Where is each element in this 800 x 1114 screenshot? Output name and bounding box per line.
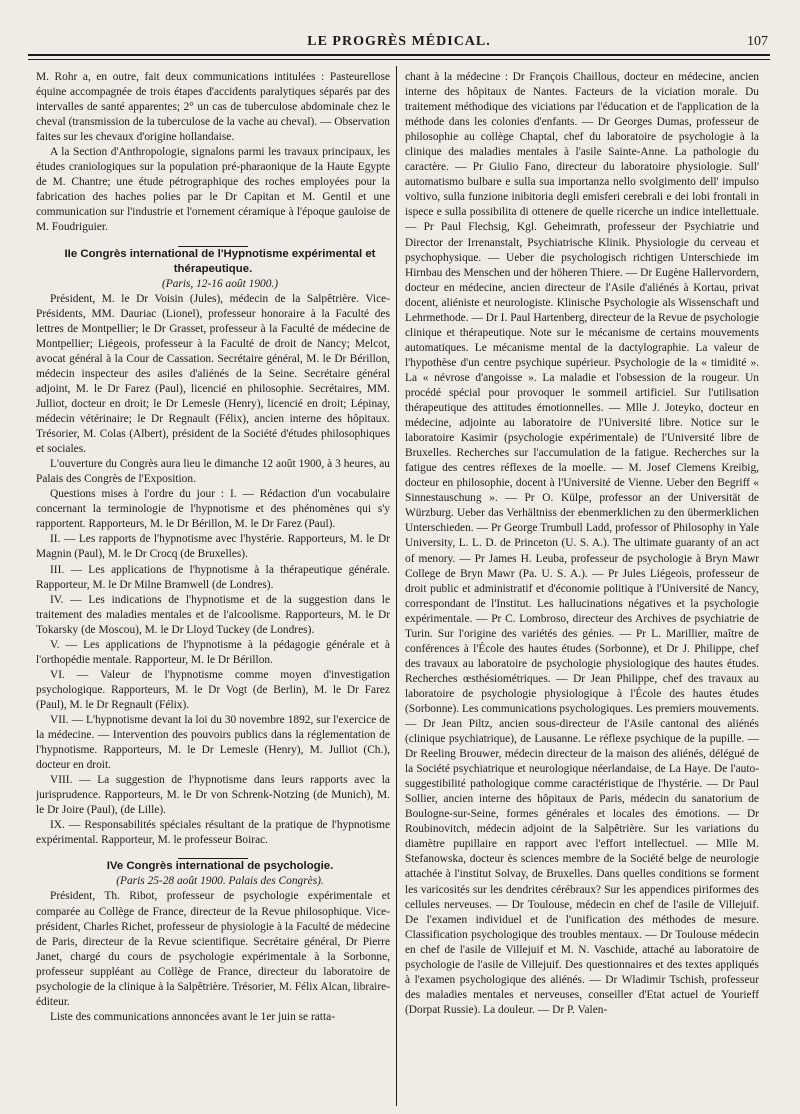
question-item: III. — Les applications de l'hypnotisme à la thérapeutique générale. Rapporteur, M. le Dr Milne Bramwell (de Londres). [36, 563, 390, 591]
question-item: VIII. — La suggestion de l'hypnotisme dans leurs rapports avec la jurisprudence. Rapporteurs, M. le Dr von Schrenk-Notzing (de Munich), M. le Dr Joire (Paul), (de Lille). [36, 774, 390, 817]
paragraph-liste: Liste des communications annoncées avant le 1er juin se ratta- [50, 1010, 335, 1023]
paragraph-questions: Questions mises à l'ordre du jour : I. — Rédaction d'un vocabulaire concernant la terminologie de l'hypnotisme et des phénomènes qui s'y rapportent. Rapporteurs, M. le Dr Bérillon, M. le Dr Farez (Paul). [36, 488, 390, 531]
journal-title: LE PROGRÈS MÉDICAL. [307, 34, 491, 49]
section-subtitle-hypnotisme: (Paris, 12-16 août 1900.) [161, 277, 279, 290]
section-subtitle-psychologie: (Paris 25-28 août 1900. Palais des Congrès). [116, 875, 324, 888]
paragraph-communications: chant à la médecine : Dr François Chaillous, docteur en médecine, ancien interne des hôpitaux de Nantes. Facteurs de la viciation morale. Du traitement méthodique des viciations par l'éducation et de l'application de la méthode dans les colonies d'enfants. — Dr Georges Dumas, professeur de philosophie au collège Chaptal, chef du laboratoire de psychologie à la clinique des maladies mentales à l'asile Sainte-Anne. La pathologie du caractère. — Pr Giulio Fano, directeur du laboratoire physiologie. Sull' automatismo bulbare e sulla sua importanza nello svolgimento dell' impulso voltivo, sulla funzione inibitoria degli emisferi cerebrali e dei lobi frontali in ispece e sulla possibilita di ottenere de quelle ricerche un indice intellettuale. — Pr Paul Flechsig, Kgl. Geheimrath, professeur der Psychiatrie und Director der Irrenanstalt, Psychiatrische Klinik. Physiologie du cerveau et psychophysique. — Ueber die psychologisch richtigen Unterschiede im Hirnbau des Menschen und der höheren Thiere. — Dr Eugène Hallervordern, docteur en médecine, ancien directeur de l'Asile d'aliénés à Kortau, privat docent, aliéniste et neurologiste. Klinische Psychologie als Wissenschaft und Lehrmethode. — Dr I. Paul Hartenberg, directeur de la Revue de psychologie clinique et thérapeutique. Note sur le mécanisme de certains mouvements automatiques. Le mécanisme mental de la dactylographie. La valeur de l'hypothèse d'un centre psychique supérieur. Psychologie de la « timidité ». La « névrose d'angoisse ». La maladie et l'obsession de la rougeur. Un procédé spécial pour provoquer le sommeil artificiel. Sur l'utilisation thérapeutique des attitudes émotionnelles. — Mlle J. Joteyko, docteur en médecine, adjointe au laboratoire de l'Université libre. Notice sur le laboratoire Kasimir (psychologie expérimentale) de l'Université libre de Bruxelles. Recherches sur l'accumulation de la fatigue. Recherches sur la fatigue des centres réflexes de la moelle. — M. Josef Clemens Kreibig, docteur en philosophie, docent à l'Université de Vienne. Ueber den Begriff « Sinnestauschung ». — Pr O. Külpe, professor an der Universität de Würzburg. Ueber das Verhältniss der ebenmerklichen zu den übermerklichen Unterschieden. — Pr George Trumbull Ladd, professor of Philosophy in Yale University, L. L. D. de Princeton (U. S. A.). The ultimate guaranty of an act of menory. — Pr James H. Leuba, professeur de psychologie à Bryn Mawr College de Bryn Mawr (Pa. U. S. A.). — Pr Jules Liégeois, professeur de droit public et administratif et d'économie politique à l'Université de Nancy, correspondant de l'Institut. Les hallucinations négatives et la psychologie expérimentale. — Pr C. Lombroso, directeur des Archives de psychiatrie de Turin. Sur l'origine des variétés des génies. — Pr L. Marillier, maître de conférences à l'École des hautes études (Sorbonne), et Dr J. Philippe, chef des travaux au laboratoire de psychologie physiologique des hautes études. Recherches œsthésiométriques. — Dr Jean Philippe, chef des travaux au laboratoire de psychologie physiologique à l'École des hautes études (Sorbonne). Les communications psychologiques. Les premiers mouvements. — Dr Jean Piltz, ancien sous-directeur de l'Asile cantonal des aliénés (clinique psychiatrique), de Lausanne. Le réflexe psychique de la pupille. — Dr Reeling Brouwer, médecin directeur de la maison des aliénés, délégué de la Société psychiatrique et neurologique néerlandaise, de La Haye. De l'auto-suggestibilité pathologique comme caractéristique de l'hystérie. — Dr Paul Sollier, ancien interne des hôpitaux de Paris, médecin du sanatorium de Boulogne-sur-Seine, formes générales et locales des émotions. — Dr Roubinovitch, médecin adjoint de la Salpêtrière. Sur les variations du diamètre pupillaire en rapport avec l'effort intellectuel. — Mlle M. Stefanowska, docteur ès sciences membre de la Société belge de neurologie attachée à l'institut Solvay, de Bruxelles. Dans quelles conditions se forment les varicosités sur les dendrites cérébraux? Sur les appendices piriformes des cellules nerveuses. — Dr Toulouse, médecin en chef de l'asile de Villejuif. De l'examen individuel et de l'unification des méthodes de mesure. Classification psychologique des troubles mentaux. — Dr Toulouse médecin en chef de l'asile de Villejuif et M. N. Vaschide, attaché au laboratoire de psychologie de l'asile de Villejuif. Des questionnaires et des textes appliqués à l'examen psychologique des aliénés. — Dr Wladimir Tschish, professeur des maladies mentales et nerveuses, conseiller d'Etat actuel de Yourieff (Dorpat Russie). La douleur. — Dr P. Valen- [405, 71, 759, 1016]
column-divider [396, 66, 397, 1106]
question-item: IV. — Les indications de l'hypnotisme et de la suggestion dans le traitement des maladies mentales et de l'alcoolisme. Rapporteurs, M. le Dr Tokarsky (de Moscou), M. le Dr Lloyd Tuckey (de Londres). [36, 593, 390, 636]
question-item: VI. — Valeur de l'hypnotisme comme moyen d'investigation psychologique. Rapporteurs, M. le Dr Vogt (de Berlin), M. le Dr Farez (Paul), M. le Dr Regnault (Félix). [36, 668, 390, 711]
page-number: 107 [747, 34, 768, 49]
paragraph-president-psychologie: Président, Th. Ribot, professeur de psychologie expérimentale et comparée au Collège de France, directeur de la Revue philosophique. Vice-président, Charles Richet, professeur de physiologie à la Faculté de médecine de Paris, directeur de la Revue scientifique. Secrétaire général, Dr Pierre Janet, chargé du cours de psychologie expérimentale à la Sorbonne, professeur suppléant au Collège de France, directeur du laboratoire de psychologie de la clinique à la Salpêtrière. Trésorier, M. Félix Alcan, libraire-éditeur. [36, 890, 390, 1008]
paragraph-president-hypnotisme: Président, M. le Dr Voisin (Jules), médecin de la Salpêtrière. Vice-Présidents, MM. Dauriac (Lionel), professeur honoraire à la Faculté des lettres de Montpellier; le Dr Grasset, professeur à la Faculté de médecine de Montpellier; Liégeois, professeur à la Faculté de droit de Nancy; Melcot, avocat général à la Cour de Cassation. Secrétaire général, M. le Dr Bérillon, médecin inspecteur des asiles d'aliénés de la Seine. Secrétaire général adjoint, M. le Dr Farez (Paul), licencié en philosophie. Secrétaires, MM. Julliot, docteur en droit; le Dr Lemesle (Henry), licencié en droit; Lépinay, médecin vétérinaire; le Dr Regnault (Félix), ancien interne des hôpitaux. Trésorier, M. Colas (Albert), président de la Société d'études philosophiques et sociales. [36, 292, 390, 456]
section-title-hypnotisme: IIe Congrès international de l'Hypnotisme expérimental et thérapeutique. [64, 247, 376, 275]
paragraph-anthropologie: A la Section d'Anthropologie, signalons parmi les travaux principaux, les études craniologiques sur la population pré-pharaonique de la Haute Egypte de M. Chantre; une étude pétrographique des roches employées pour la fabrication des haches polies par le Dr Capitan et M. Gentil et une communication sur l'industrie et l'ornement céramique à l'époque gauloise de M. Foudriguier. [36, 146, 390, 234]
section-title-psychologie: IVe Congrès international de psychologie. [106, 860, 334, 873]
question-item: V. — Les applications de l'hypnotisme à la pédagogie générale et à l'orthopédie mentale. Rapporteur, M. le Dr Bérillon. [36, 638, 390, 666]
right-column [405, 70, 759, 1104]
question-item: II. — Les rapports de l'hypnotisme avec l'hystérie. Rapporteurs, M. le Dr Magnin (Paul), M. le Dr Crocq (de Bruxelles). [36, 533, 390, 561]
running-header [28, 28, 770, 56]
question-item: VII. — L'hypnotisme devant la loi du 30 novembre 1892, sur l'exercice de la médecine. — Intervention des pouvoirs publics dans la réglementation de l'hypnotisme. Rapporteurs, M. le Dr Lemesle (Henry), M. Julliot (Ch.), docteur en droit. [36, 713, 390, 772]
header-rule [28, 59, 770, 60]
left-column [36, 70, 390, 1104]
paragraph-ouverture: L'ouverture du Congrès aura lieu le dimanche 12 août 1900, à 3 heures, au Palais des Congrès de l'Exposition. [36, 458, 390, 486]
question-item: IX. — Responsabilités spéciales résultant de la pratique de l'hypnotisme expérimental. Rapporteur, M. le professeur Boirac. [36, 819, 390, 847]
paragraph-rohr: M. Rohr a, en outre, fait deux communications intitulées : Pasteurellose équine accompagnée de trois étapes d'accidents paralytiques séparés par des intervalles de santé apparentes; 2° un cas de tuberculose abdominale chez le cheval (transmission de la tuberculose de la vache au cheval). — Observation faites sur les chevaux d'origine hollandaise. [36, 71, 390, 144]
